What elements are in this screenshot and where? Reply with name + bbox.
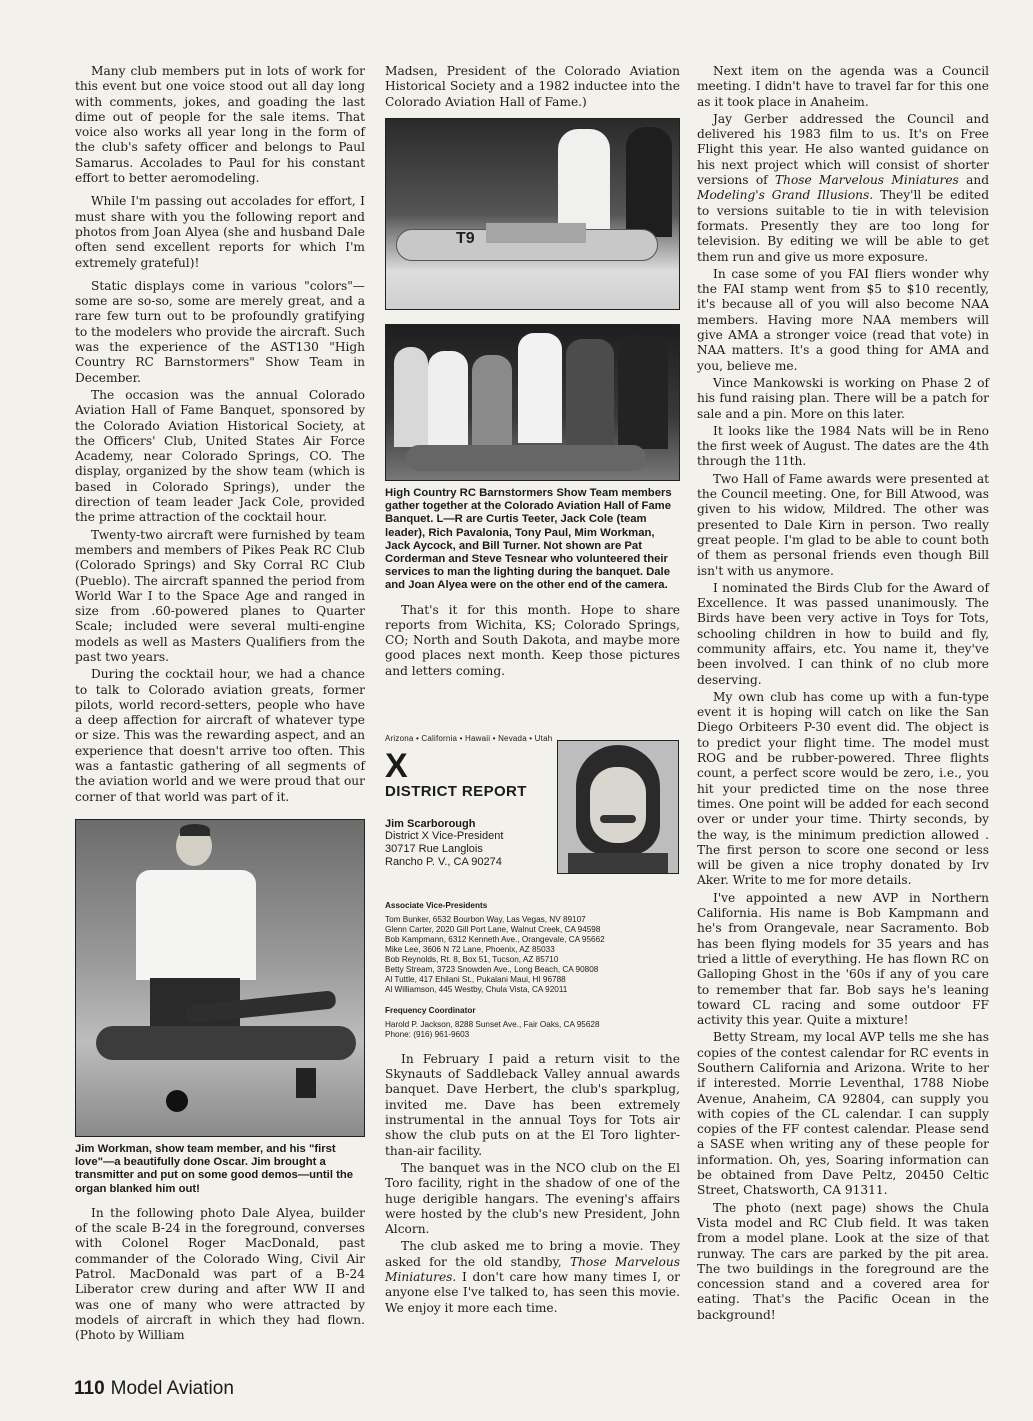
paragraph: During the cocktail hour, we had a chance to talk to Colorado aviation greats, former pilots, world record-setters, people who have a deep affection for aircraft of whatever type or size. This was the rewarding aspect, and an experience that doesn't arrive too often. This was a fantastic gathering of all segments of the aviation world and we were proud that our corner of that world was part of it. <box>75 667 365 804</box>
district-header <box>385 747 680 890</box>
paragraph: Betty Stream, my local AVP tells me she has copies of the contest calendar for RC events in Southern California and Arizona. Write to her if interested. Morrie Leventhal, 1788 Niobe Avenue, Anaheim, CA 92804, can supply you with copies of the CL calendar. I can supply copies of the FF contest calendar. Please send a SASE when writing any of these people for information. Oh, yes, Soaring information can be obtained from Dave Peltz, 20450 Celtic Street, Chatsworth, CA 91311. <box>697 1030 989 1198</box>
photo-show-team-group <box>385 324 680 481</box>
paragraph: In the following photo Dale Alyea, builder of the scale B-24 in the foreground, converses with Colonel Roger MacDonald, past commander of the Colorado Wing, Civil Air Patrol. MacDonald was part of a B-24 Liberator crew during and after WW II and was one of many who were attracted by models of aircraft in which they had flown. (Photo by William <box>75 1205 365 1343</box>
vp-title: District X Vice-President <box>385 830 504 843</box>
column-right <box>697 64 989 1325</box>
paragraph: My own club has come up with a fun-type event it is hoping will catch on like the San Diego Orbiteers P-30 event did. The object is to predict your flight time. The model must ROG and be rubber-powered. Three flights count, a perfect score would be zero, i.e., you hit your predicted time on the nose three times. One point will be added for each second over or under your time. Thirty seconds, by the way, is the minimum prediction allowed . The first person to score one second or less will be given a nice trophy donated by Irv Aker. Write to me for more details. <box>697 689 989 888</box>
paragraph: The banquet was in the NCO club on the El Toro facility, right in the shadow of one of the huge derigible hangars. The evening's affairs were hosted by the club's new President, John Alcorn. <box>385 1160 680 1237</box>
paragraph: Next item on the agenda was a Council meeting. I didn't have to travel far for this one as it took place in Anaheim. <box>697 64 989 109</box>
photo-jim-scarborough-portrait <box>557 740 679 874</box>
paragraph: Madsen, President of the Colorado Aviation Historical Society and a 1982 inductee into the Colorado Aviation Hall of Fame.) <box>385 64 680 109</box>
assoc-vp-line: Tom Bunker, 6532 Bourbon Way, Las Vegas, NV 89107 <box>385 914 586 924</box>
vp-city: Rancho P. V., CA 90274 <box>385 855 502 868</box>
freq-coordinator-line: Harold P. Jackson, 8288 Sunset Ave., Fair Oaks, CA 95628 <box>385 1019 600 1029</box>
assoc-vp-line: Bob Kampmann, 6312 Kenneth Ave., Orangevale, CA 95662 <box>385 934 605 944</box>
district-title: DISTRICT REPORT <box>385 783 527 801</box>
column-left <box>75 64 365 1351</box>
paragraph: The club asked me to bring a movie. They asked for the old standby, Those Marvelous Miniatures. I don't care how many times I, or anyone else I've talked to, has seen this movie. We enjoy it more each time. <box>385 1239 680 1315</box>
assoc-vp-line: Glenn Carter, 2020 Gill Port Lane, Walnut Creek, CA 94598 <box>385 924 601 934</box>
assoc-vp-line: Al Tuttle, 417 Ehilani St., Pukalani Maui, HI 96788 <box>385 975 566 985</box>
paragraph: I've appointed a new AVP in Northern California. His name is Bob Kampmann and he's from Orangevale, near Sacramento. Bob has been flying models for 35 years and has tried a little of everything. He has flown RC on Galloping Ghost in the '60s if any of you care to remember that far. Bob says he's leaning toward CL racing and some outdoor FF activity this year. Quite a mixture! <box>697 890 989 1028</box>
vp-street: 30717 Rue Langlois <box>385 843 483 856</box>
assoc-vp-heading: Associate Vice-Presidents <box>385 901 488 911</box>
paragraph: While I'm passing out accolades for effort, I must share with you the following report and photos from Joan Alyea (she and husband Dale often send excellent reports for which I'm extremely grateful)! <box>75 194 365 270</box>
paragraph: Vince Mankowski is working on Phase 2 of his fund raising plan. There will be a patch for sale and a pin. More on this later. <box>697 375 989 421</box>
assoc-vp-line: Mike Lee, 3606 N 72 Lane, Phoenix, AZ 85033 <box>385 944 555 954</box>
paragraph: I nominated the Birds Club for the Award of Excellence. It was passed unanimously. The Birds have been very active in Toys for Tots, schooling children in how to build and fly, community affairs, etc. You name it, they've been involved. I can think of no club more deserving. <box>697 580 989 687</box>
column-middle <box>385 64 680 1318</box>
photo-b24-model-conversation <box>385 118 680 310</box>
freq-coordinator-heading: Frequency Coordinator <box>385 1006 476 1016</box>
paragraph: Twenty-two aircraft were furnished by team members and members of Pikes Peak RC Club (Colorado Springs) and Sky Corral RC Club (Pueblo). The aircraft spanned the period from World War I to the Space Age and ranged in size from .60-powered planes to Quarter Scale; included were several multi-engine models as well as Masters Qualifiers from the past two years. <box>75 527 365 664</box>
paragraph: The occasion was the annual Colorado Aviation Hall of Fame Banquet, sponsored by the Colorado Aviation Historical Society, at the Officers' Club, United States Air Force Academy, near Colorado Springs, CO. The display, organized by the show team (which is based in Colorado Springs), under the direction of team leader Jack Cole, provided the prime attraction of the cocktail hour. <box>75 387 365 525</box>
photo-caption: High Country RC Barnstormers Show Team members gather together at the Colorado Aviation Hall of Fame Banquet. L—R are Curtis Teeter, Jack Cole (team leader), Rich Pavalonia, Tony Paul, Mim Workman, Jack Aycock, and Bill Turner. Not shown are Pat Corderman and Steve Tesnear who volunteered their services to man the lighting during the banquet. Dale and Joan Alyea were on the other end of the camera. <box>385 486 672 592</box>
tail-marking: T9 <box>456 229 475 247</box>
magazine-title: Model Aviation <box>110 1378 234 1399</box>
paragraph: Jay Gerber addressed the Council and delivered his 1983 film to us. It's on Free Flight this year. He also wanted guidance on his next project which will consist of shorter versions of Those Marvelous Miniatures and Modeling's Grand Illusions. They'll be edited to versions suitable to tie in with television formats. Presently they are too long for television. By editing we will be able to get them run and give us more exposure. <box>697 111 989 264</box>
freq-coordinator-phone: Phone: (916) 961-9603 <box>385 1029 470 1039</box>
paragraph: It looks like the 1984 Nats will be in Reno the first week of August. The dates are the 4th through the 11th. <box>697 423 989 469</box>
paragraph: Many club members put in lots of work for this event but one voice stood out all day long with comments, jokes, and goading the last dime out of people for the sale items. That voice also works all year long in the form of the club's safety officer and belongs to Paul Samarus. Accolades to Paul for his constant effort to better aeromodeling. <box>75 64 365 186</box>
assoc-vp-line: Al Williamson, 445 Westby, Chula Vista, CA 92011 <box>385 985 568 995</box>
district-states: Arizona • California • Hawaii • Nevada • Utah <box>385 734 553 743</box>
district-letter: X <box>385 747 408 786</box>
vp-name: Jim Scarborough <box>385 817 476 830</box>
paragraph: The photo (next page) shows the Chula Vista model and RC Club field. It was taken from a model plane. Look at the size of that runway. The cars are parked by the pit area. The two buildings in the foreground are the concession stand and a covered area for eating. That's the Pacific Ocean in the background! <box>697 1200 989 1322</box>
page-footer <box>74 1378 234 1400</box>
assoc-vp-line: Betty Stream, 3723 Snowden Ave., Long Beach, CA 90808 <box>385 965 599 975</box>
photo-jim-workman-oscar <box>75 819 365 1137</box>
photo-caption: Jim Workman, show team member, and his "first love"—a beautifully done Oscar. Jim brought a transmitter and put on some good demos—until the organ blanked him out! <box>75 1142 354 1195</box>
assoc-vp-line: Bob Reynolds, Rt. 8, Box 51, Tucson, AZ 85710 <box>385 954 559 964</box>
paragraph: That's it for this month. Hope to share reports from Wichita, KS; Colorado Springs, CO; North and South Dakota, and maybe more good places next month. Keep those pictures and letters coming. <box>385 602 680 678</box>
page-number: 110 <box>74 1378 105 1399</box>
paragraph: In case some of you FAI fliers wonder why the FAI stamp went from $5 to $10 recently, it's because all of you will also become NAA members. Having more NAA members will give AMA a stronger voice (read that vote) in NAA matters. It's a good thing for AMA and you, believe me. <box>697 266 989 373</box>
paragraph: In February I paid a return visit to the Skynauts of Saddleback Valley annual awards banquet. Dave Herbert, the club's sparkplug, invited me. Dave has been extremely instrumental in the annual Toys for Tots air show the club puts on at the El Toro lighter-than-air facility. <box>385 1051 680 1158</box>
paragraph: Static displays come in various "colors"—some are so-so, some are merely great, and a rare few turn out to be profoundly gratifying to the modelers who provide the aircraft. Such was the experience of the AST130 "High Country RC Barnstormers" Show Team in December. <box>75 278 365 385</box>
paragraph: Two Hall of Fame awards were presented at the Council meeting. One, for Bill Atwood, was given to his widow, Mildred. The other was presented to Dale Kirn in person. Two really great people. I'm glad to be able to count both of them as personal friends even though Bill isn't with us anymore. <box>697 471 989 578</box>
